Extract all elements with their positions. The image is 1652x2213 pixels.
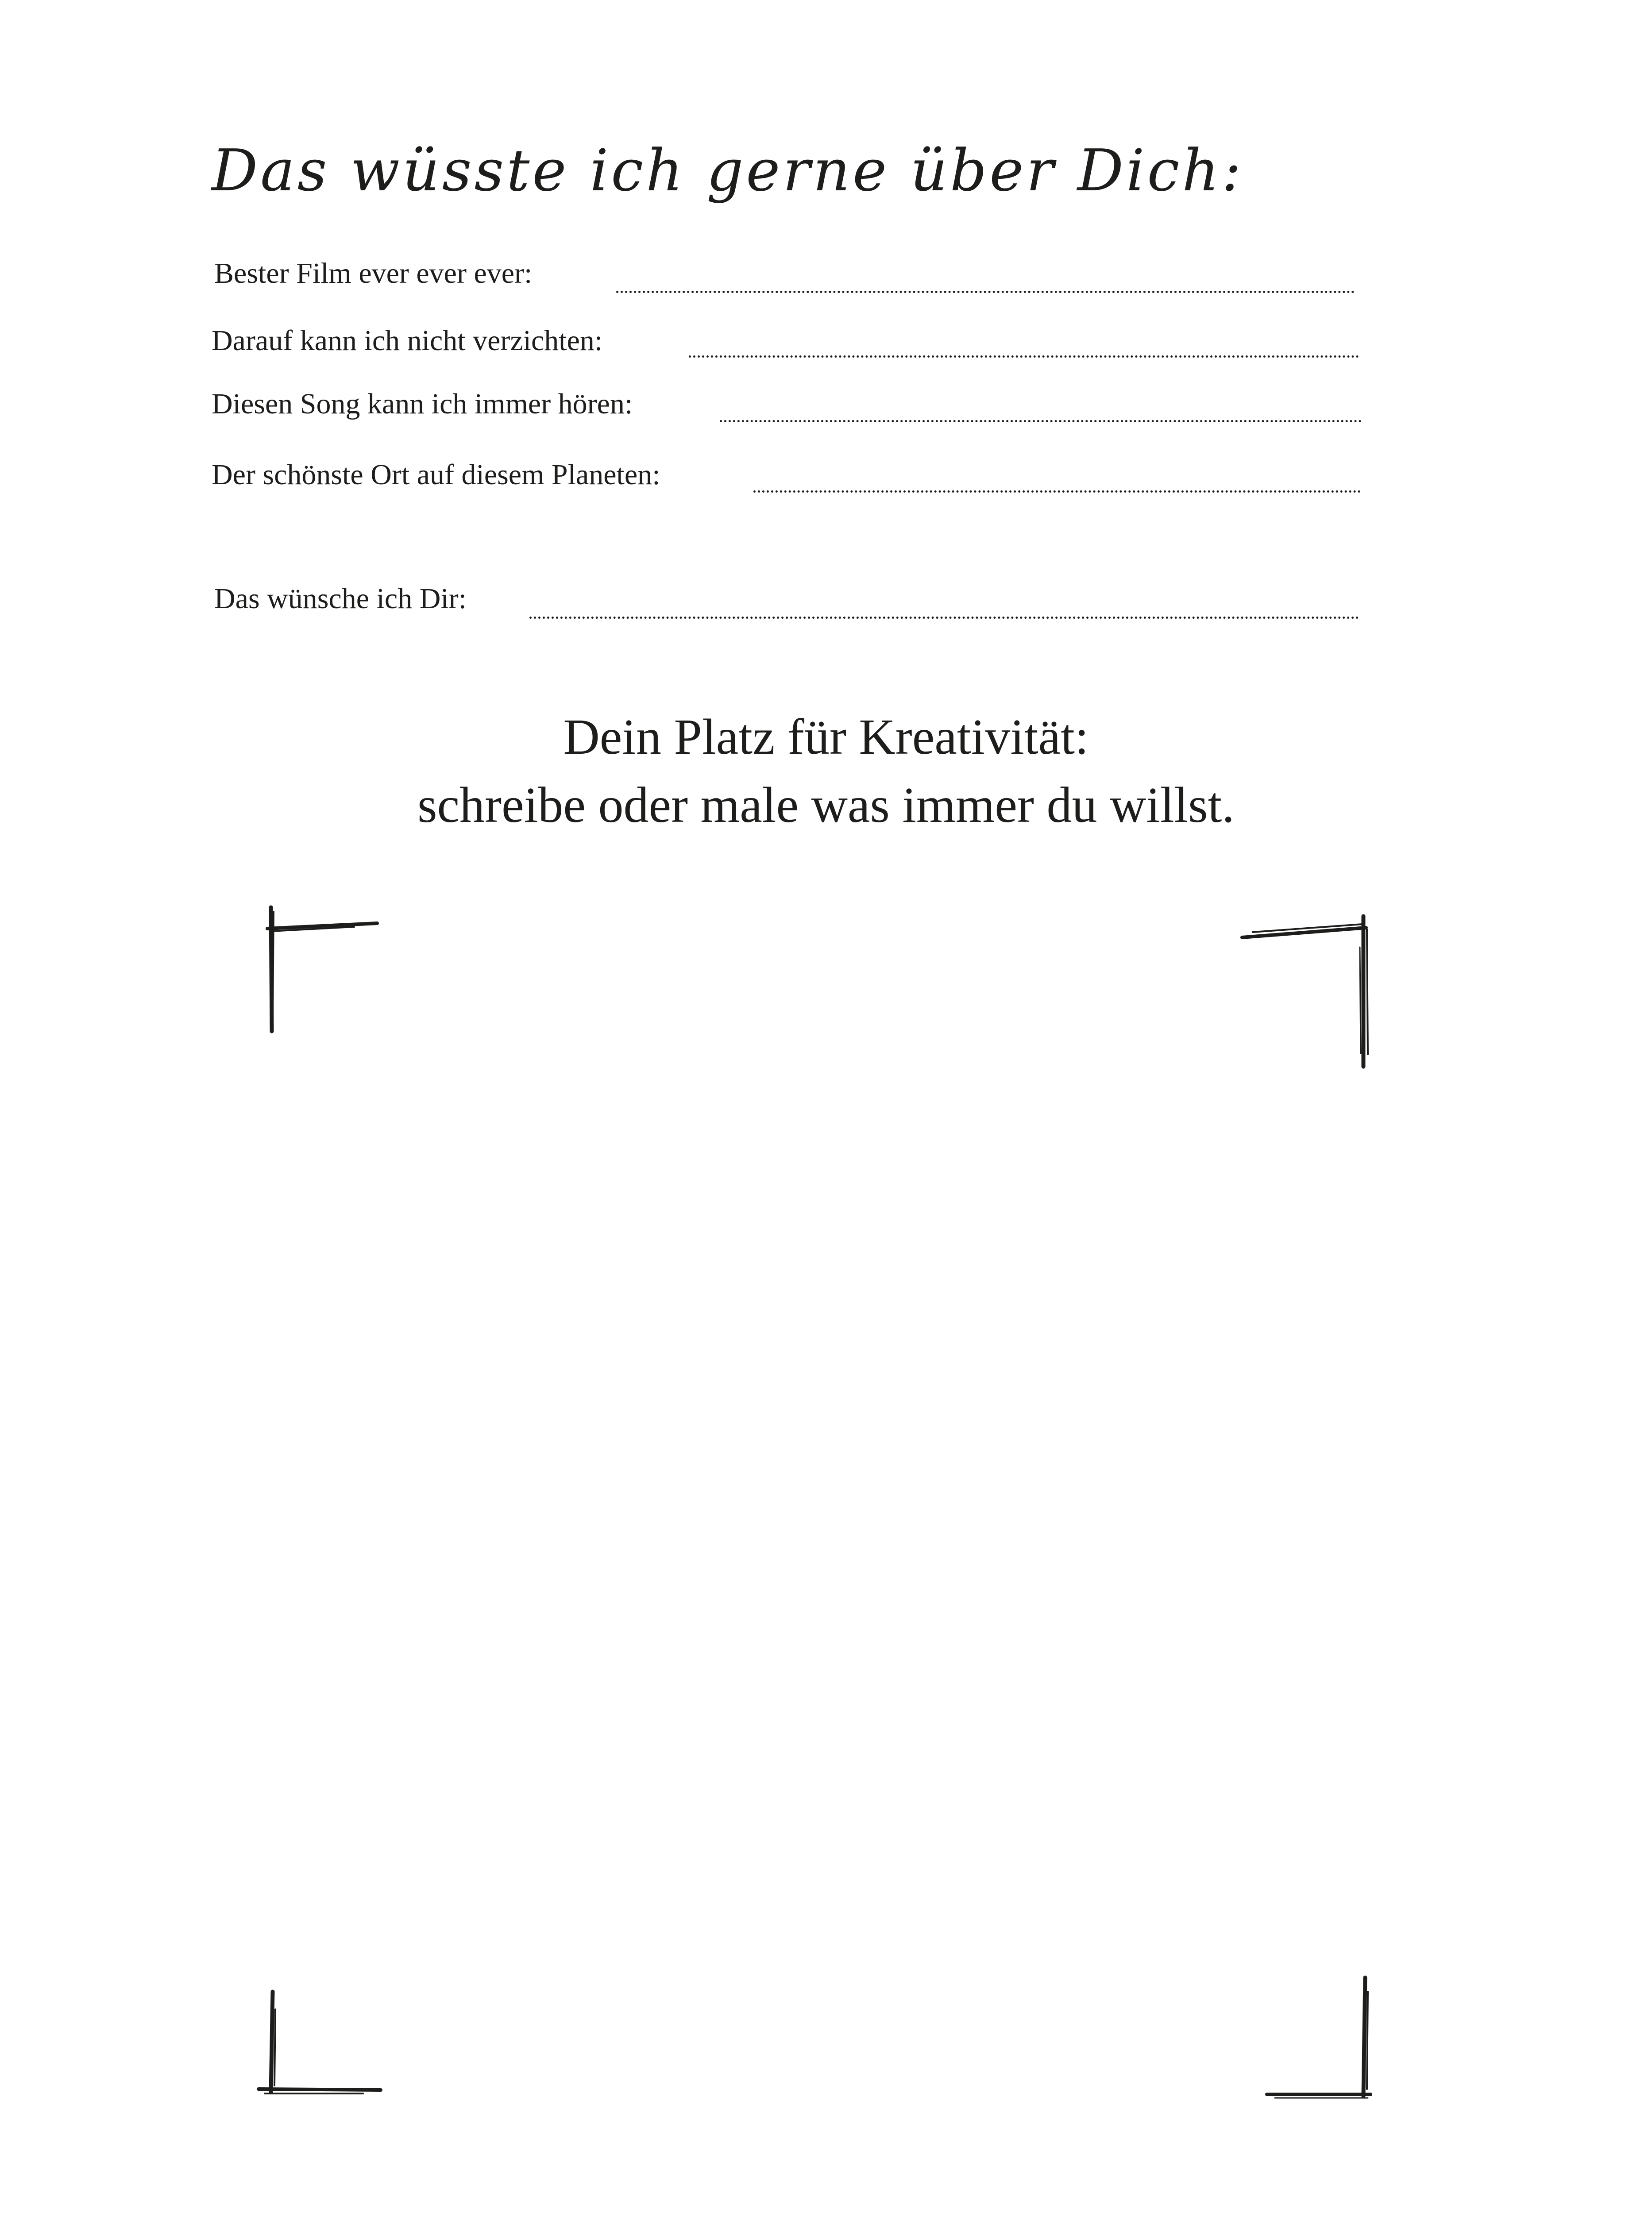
frame-corner-top-left <box>267 907 377 1031</box>
answer-line-favorite-song[interactable] <box>720 420 1362 422</box>
field-label-cannot-do-without: Darauf kann ich nicht verzichten: <box>212 324 603 357</box>
answer-line-wish[interactable] <box>529 617 1359 619</box>
field-label-favorite-film: Bester Film ever ever ever: <box>214 257 533 289</box>
field-label-favorite-song: Diesen Song kann ich immer hören: <box>212 388 633 420</box>
frame-corner-top-right <box>1242 916 1368 1067</box>
creative-prompt-subtitle: schreibe oder male was immer du willst. <box>417 777 1235 833</box>
answer-line-cannot-do-without[interactable] <box>689 355 1359 358</box>
page-heading: Das wüsste ich gerne über Dich: <box>212 137 1244 204</box>
creative-prompt-title: Dein Platz für Kreativität: <box>563 709 1089 765</box>
frame-corner-bottom-right <box>1267 1978 1370 2098</box>
field-label-wish: Das wünsche ich Dir: <box>214 582 467 615</box>
field-label-favorite-place: Der schönste Ort auf diesem Planeten: <box>212 459 660 491</box>
answer-line-favorite-place[interactable] <box>753 490 1361 493</box>
answer-line-favorite-film[interactable] <box>616 291 1355 293</box>
frame-corner-bottom-left <box>259 1992 381 2093</box>
